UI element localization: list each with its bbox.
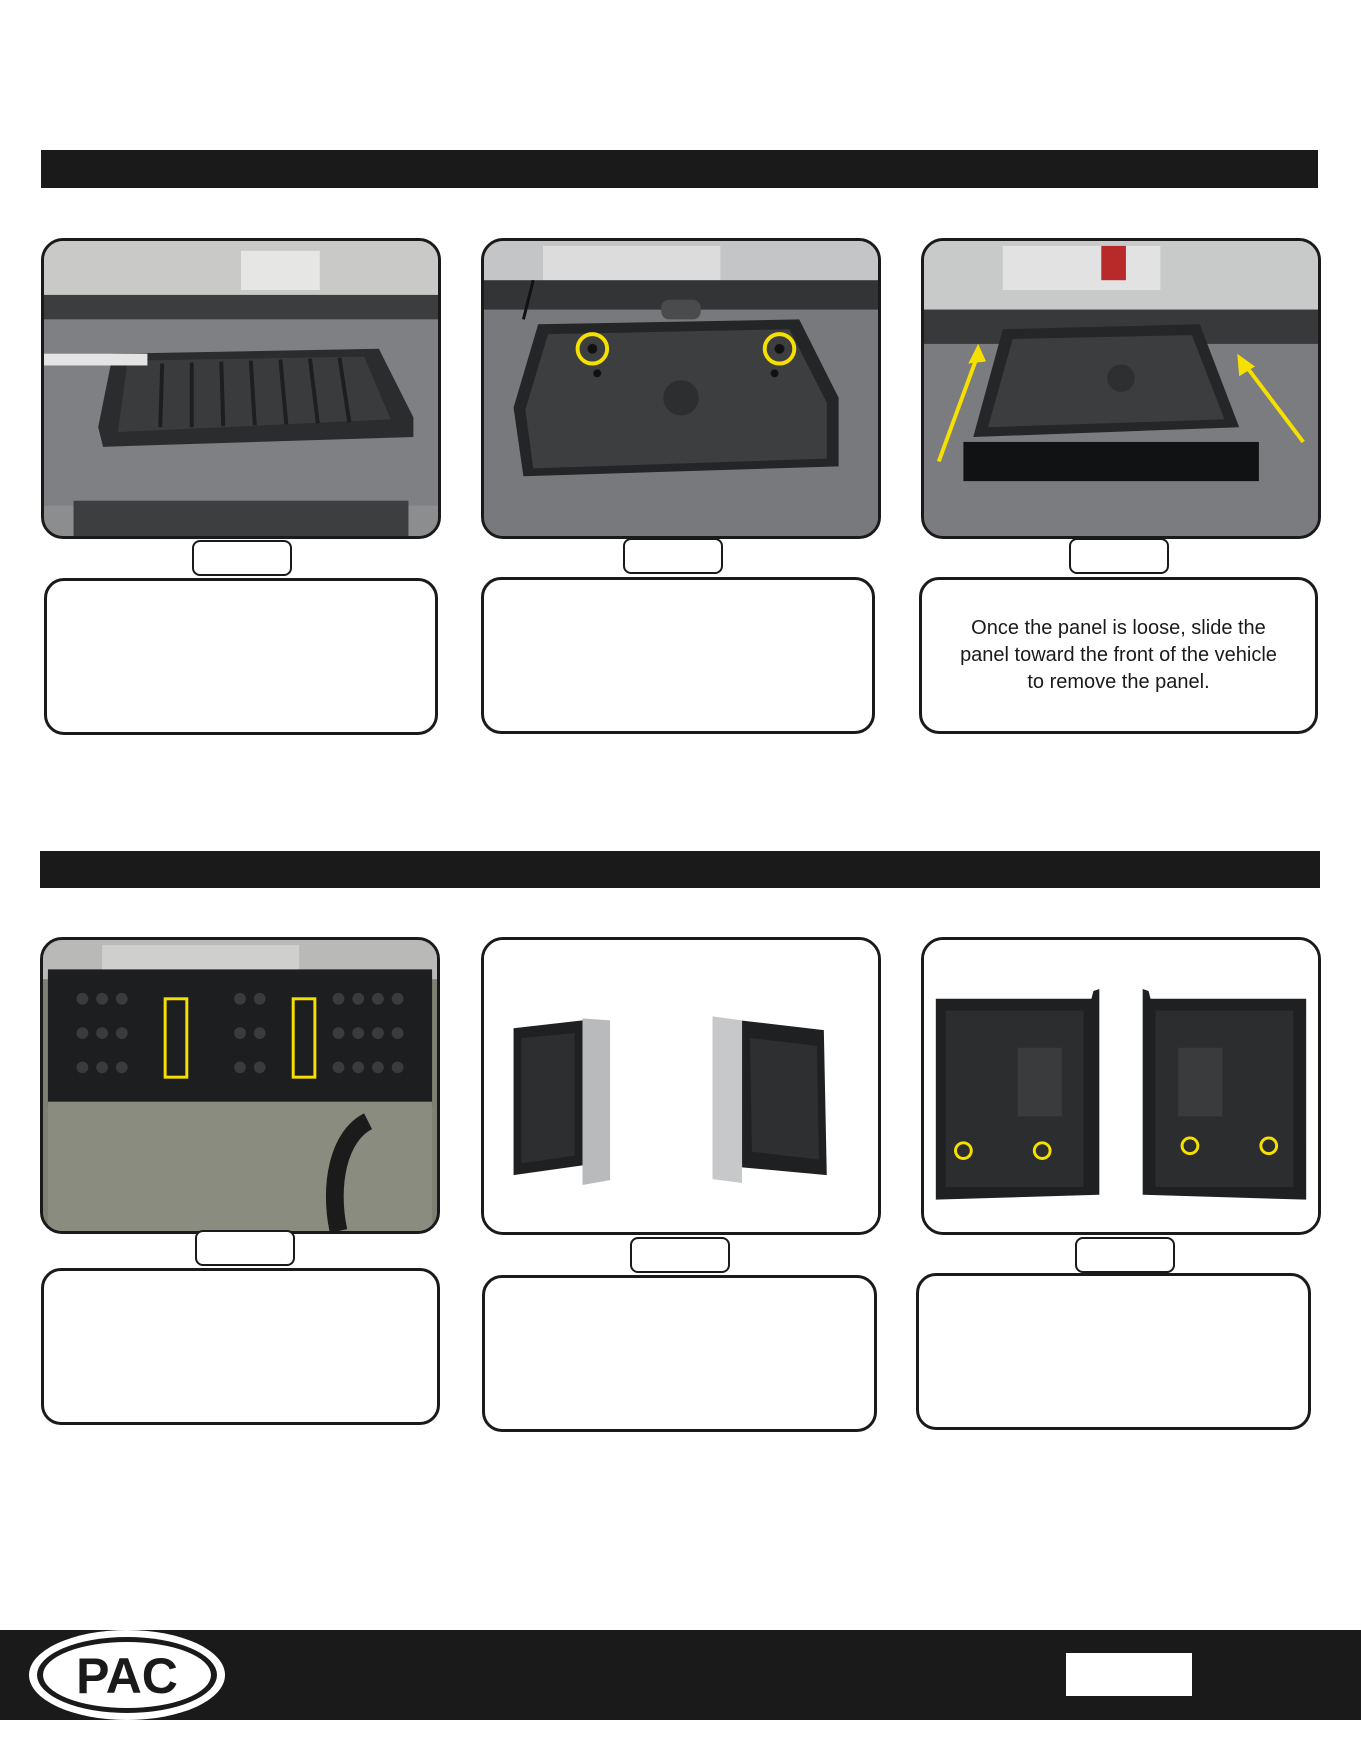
figure-5-caption (482, 1275, 877, 1432)
figure-6-photo (921, 937, 1321, 1235)
figure-4-photo (40, 937, 440, 1234)
figure-3-label-tab (1069, 538, 1169, 574)
figure-4-caption (41, 1268, 440, 1425)
figure-1-photo (41, 238, 441, 539)
figure-3-caption: Once the panel is loose, slide the panel toward the front of the vehicle to remove the panel. (919, 577, 1318, 734)
section-2-header-bar (40, 851, 1320, 888)
figure-5-photo (481, 937, 881, 1235)
figure-4-label-tab (195, 1230, 295, 1266)
figure-1-caption (44, 578, 438, 735)
page-number-badge (1066, 1653, 1192, 1696)
figure-6-caption (916, 1273, 1311, 1430)
figure-3-photo (921, 238, 1321, 539)
figure-2-label-tab (623, 538, 723, 574)
pac-logo (25, 1627, 230, 1724)
pac-logo-text: PAC (76, 1648, 178, 1704)
figure-2-photo (481, 238, 881, 539)
section-1-header-bar (41, 150, 1318, 188)
figure-1-label-tab (192, 540, 292, 576)
figure-5-label-tab (630, 1237, 730, 1273)
figure-2-caption (481, 577, 875, 734)
figure-6-label-tab (1075, 1237, 1175, 1273)
